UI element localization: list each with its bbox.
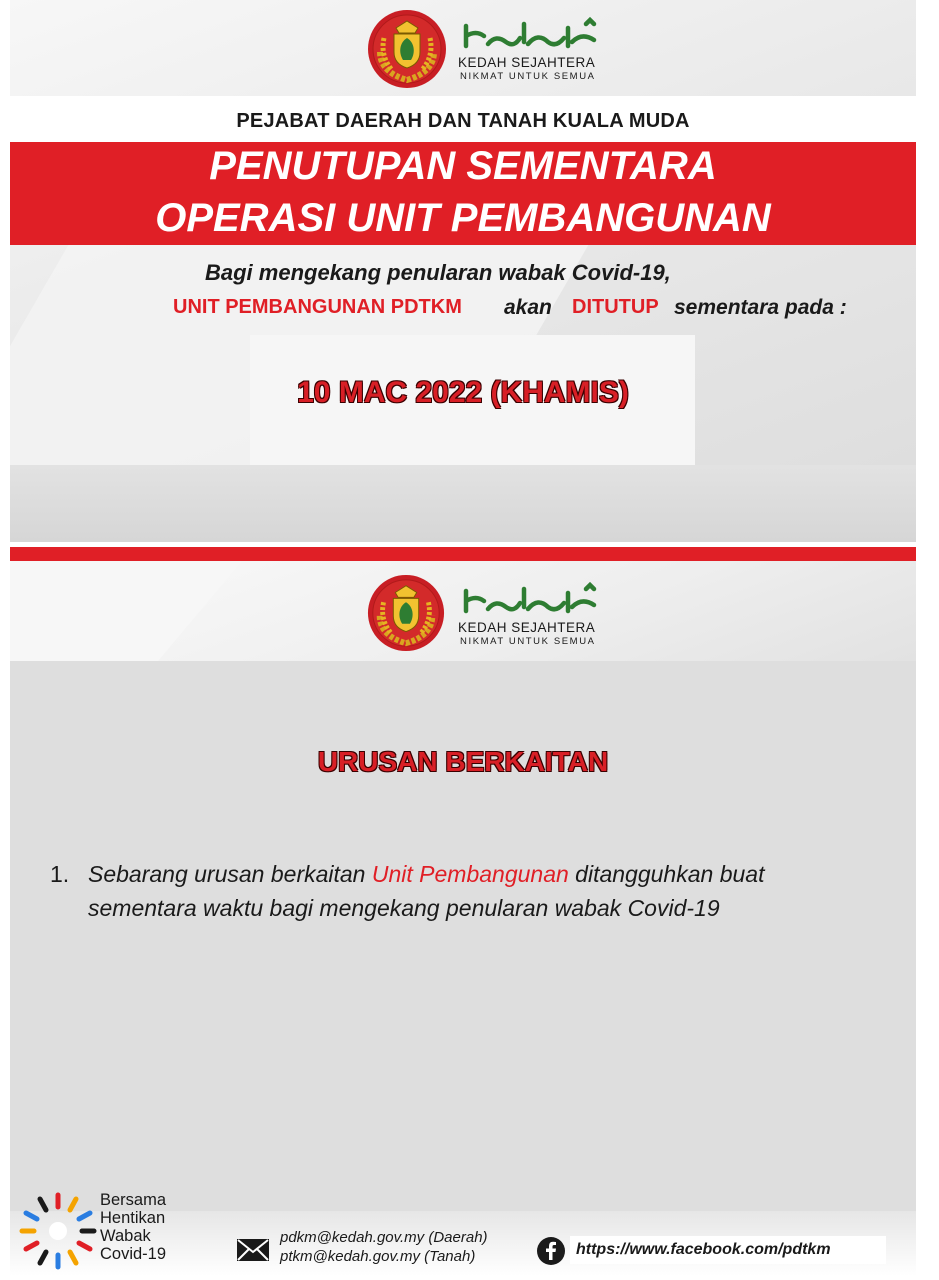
kedah-sejahtera-logo	[366, 8, 626, 100]
logo-brand-text: KEDAH SEJAHTERA	[458, 55, 596, 70]
intro-rest: sementara pada :	[674, 296, 847, 319]
facebook-icon	[536, 1236, 566, 1266]
campaign-line-4: Covid-19	[100, 1245, 167, 1263]
facebook-link[interactable]: https://www.facebook.com/pdtkm	[570, 1236, 886, 1264]
section-title: URUSAN BERKAITAN	[317, 746, 609, 777]
campaign-line-2: Hentikan	[100, 1209, 166, 1227]
arabic-wordmark-icon	[462, 16, 602, 52]
kedah-crest-icon	[366, 573, 446, 653]
intro-unit-name: UNIT PEMBANGUNAN PDTKM	[173, 296, 462, 318]
intro-ditutup: DITUTUP	[572, 296, 659, 318]
logo-tagline-text: NIKMAT UNTUK SEMUA	[460, 71, 596, 82]
list-item-number: 1.	[50, 861, 70, 887]
contact-emails	[280, 1228, 488, 1266]
red-divider	[10, 547, 916, 561]
logo-tagline-text: NIKMAT UNTUK SEMUA	[460, 636, 596, 647]
mail-icon	[236, 1238, 270, 1262]
campaign-text	[100, 1191, 166, 1263]
kedah-crest-icon	[366, 8, 448, 90]
headline-line-2: OPERASI UNIT PEMBANGUNAN	[155, 196, 771, 240]
intro-akan: akan	[504, 296, 552, 319]
covid-sunburst-icon	[18, 1191, 98, 1271]
headline-line-1: PENUTUPAN SEMENTARA	[209, 144, 717, 188]
list-item-highlight: Unit Pembangunan	[371, 861, 569, 887]
kedah-sejahtera-logo-2	[366, 573, 626, 665]
closure-date: 10 MAC 2022 (KHAMIS)	[297, 376, 629, 409]
campaign-line-1: Bersama	[100, 1191, 167, 1209]
covid-campaign-sticker	[18, 1189, 193, 1275]
email-tanah-link[interactable]: ptkm@kedah.gov.my (Tanah)	[280, 1248, 476, 1265]
list-item-text-end: ditangguhkan buat	[568, 861, 765, 887]
office-title: PEJABAT DAERAH DAN TANAH KUALA MUDA	[236, 110, 690, 132]
poster-closure-notice	[10, 0, 916, 542]
logo-brand-text: KEDAH SEJAHTERA	[458, 620, 596, 635]
list-item-text: Sebarang urusan berkaitan	[88, 861, 372, 887]
list-item-line-2: sementara waktu bagi mengekang penularan wabak Covid-19	[88, 895, 720, 921]
campaign-line-3: Wabak	[100, 1227, 151, 1245]
intro-text: Bagi mengekang penularan wabak Covid-19,	[205, 260, 671, 285]
arabic-wordmark-icon	[462, 581, 602, 617]
poster-related-matters	[10, 561, 916, 1276]
background-base	[10, 465, 916, 542]
email-daerah-link[interactable]: pdkm@kedah.gov.my (Daerah)	[280, 1229, 488, 1246]
